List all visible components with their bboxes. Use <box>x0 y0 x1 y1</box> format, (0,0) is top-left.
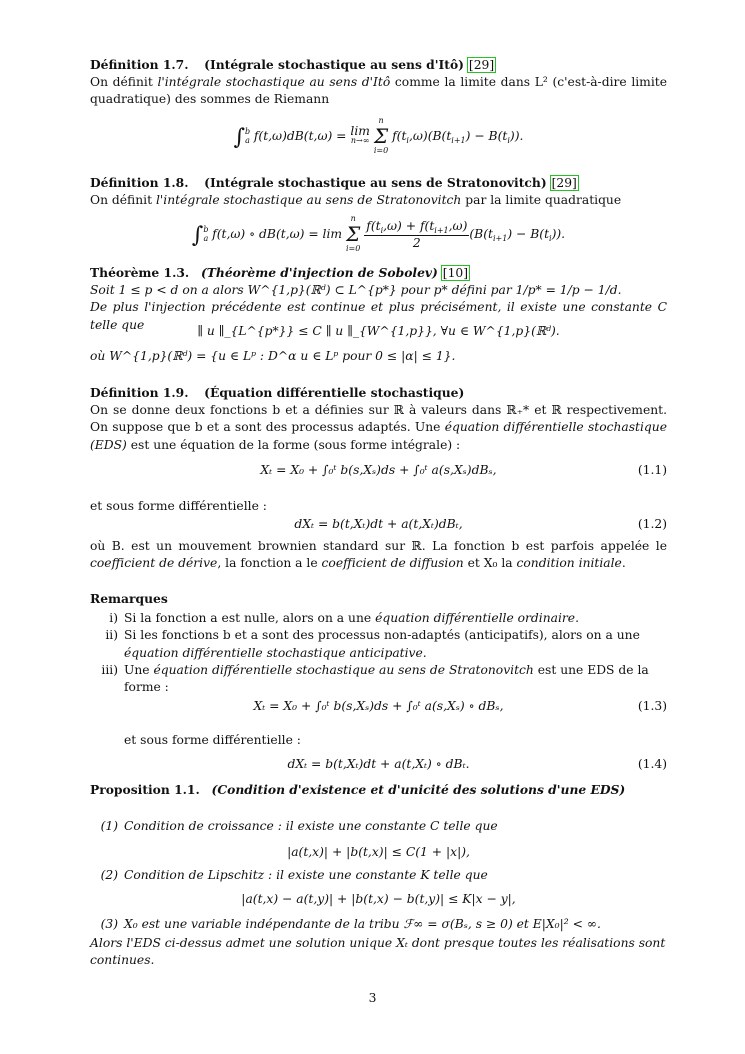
proposition-1-1 <box>90 781 667 799</box>
equation-1-1: Xₜ = X₀ + ∫₀ᵗ b(s,Xₛ)ds + ∫₀ᵗ a(s,Xₛ)dBₛ, (1.1) <box>90 462 667 479</box>
prop11-condition-1: (1) Condition de croissance : il existe une constante C telle que <box>100 819 498 833</box>
def19-heading <box>90 384 667 402</box>
def17-heading <box>90 56 667 74</box>
prop11-heading <box>90 781 667 799</box>
prop11-condition-2-equation: |a(t,x) − a(t,y)| + |b(t,x) − b(t,y)| ≤ K|x − y|, <box>241 892 516 906</box>
thm13-label: Théorème 1.3. <box>90 265 190 280</box>
equation-1-1-number: (1.1) <box>637 463 667 477</box>
prop11-condition-1-equation: |a(t,x)| + |b(t,x)| ≤ C(1 + |x|), <box>287 845 470 859</box>
list-item: iii) Une équation différentielle stochastique au sens de Stratonovitch est une EDS de la forme : <box>101 662 649 695</box>
prop11-condition-2: (2) Condition de Lipschitz : il existe une constante K telle que <box>100 868 488 882</box>
equation-1-2: dXₜ = b(t,Xₜ)dt + a(t,Xₜ)dBₜ, (1.2) <box>90 516 667 533</box>
def19-label: Définition 1.9. <box>90 385 189 400</box>
equation-1-4-number: (1.4) <box>637 757 667 771</box>
prop11-condition-3: (3) X₀ est une variable indépendante de la tribu ℱ∞ = σ(Bₛ, s ≥ 0) et E|X₀|² < ∞. <box>100 917 601 931</box>
definition-1-8 <box>90 174 667 209</box>
def19-para3: où B. est un mouvement brownien standard sur ℝ. La fonction b est parfois appelée le coefficient de dérive, la fonction a le coefficient de diffusion et X₀ la condition initiale. <box>90 539 667 571</box>
thm13-title: (Théorème d'injection de Sobolev) <box>200 265 438 280</box>
equation-1-4: dXₜ = b(t,Xₜ)dt + a(t,Xₜ) ∘ dBₜ. (1.4) <box>90 756 667 773</box>
remarques-after: et sous forme différentielle : <box>124 733 301 747</box>
def19-title: (Équation différentielle stochastique) <box>204 385 465 400</box>
thm13-heading <box>90 264 667 282</box>
def18-title: (Intégrale stochastique au sens de Stratonovitch) <box>204 175 547 190</box>
list-item: ii) Si les fonctions b et a sont des processus non-adaptés (anticipatifs), alors on a une équation différentielle stochastique anticipative. <box>105 628 640 660</box>
def19-para1: On se donne deux fonctions b et a définies sur ℝ à valeurs dans ℝ₊* et ℝ respectivement. On suppose que b et a sont des processus adaptés. Une équation différentielle stochastique (EDS) est une équation de la forme (sous forme intégrale) : <box>90 403 667 452</box>
thm13-equation: ∥ u ∥_{L^{p*}} ≤ C ∥ u ∥_{W^{1,p}}, ∀u ∈ W^{1,p}(ℝᵈ). <box>197 324 560 338</box>
thm13-citation[interactable]: [10] <box>442 266 469 280</box>
remarques-heading: Remarques <box>90 591 168 606</box>
def18-label: Définition 1.8. <box>90 175 189 190</box>
definition-1-7 <box>90 56 667 109</box>
prop11-label: Proposition 1.1. <box>90 782 200 797</box>
equation-1-3-number: (1.3) <box>637 699 667 713</box>
equation-1-3: Xₜ = X₀ + ∫₀ᵗ b(s,Xₛ)ds + ∫₀ᵗ a(s,Xₛ) ∘ dBₛ, (1.3) <box>90 698 667 715</box>
prop11-title: (Condition d'existence et d'unicité des solutions d'une EDS) <box>211 782 626 797</box>
page-number: 3 <box>368 991 377 1005</box>
def19-para2: et sous forme différentielle : <box>90 499 267 513</box>
def18-text: On définit l'intégrale stochastique au sens de Stratonovitch par la limite quadratique <box>90 193 622 208</box>
thm13-line1: Soit 1 ≤ p < d on a alors W^{1,p}(ℝᵈ) ⊂ L^{p*} pour p* défini par 1/p* = 1/p − 1/d. <box>90 283 622 298</box>
thm13-line3: où W^{1,p}(ℝᵈ) = {u ∈ Lᵖ : D^α u ∈ Lᵖ pour 0 ≤ |α| ≤ 1}. <box>90 349 456 363</box>
def18-citation[interactable]: [29] <box>551 176 577 190</box>
def18-heading <box>90 174 667 192</box>
remarques <box>90 590 667 696</box>
thm13-line2: De plus l'injection précédente est continue et plus précisément, il existe une constante C telle que <box>90 300 667 332</box>
def17-text: On définit l'intégrale stochastique au sens d'Itô comme la limite dans L² (c'est-à-dire limite quadratique) des sommes de Riemann <box>90 75 667 107</box>
prop11-conclusion: Alors l'EDS ci-dessus admet une solution unique Xₜ dont presque toutes les réalisations sont continues. <box>90 936 666 968</box>
equation-1-2-number: (1.2) <box>637 517 667 531</box>
def17-label: Définition 1.7. <box>90 57 189 72</box>
def17-title: (Intégrale stochastique au sens d'Itô) <box>204 57 464 72</box>
definition-1-9 <box>90 384 667 454</box>
remarques-list <box>90 610 667 696</box>
def17-equation: ∫$^b_a$ f(t,ω)dB(t,ω) = lim n→∞ n Σ i=0 $f(t_i,\omega)(B(t_{i+1}) - B(t_i))$. <box>233 116 524 155</box>
def17-citation[interactable]: [29] <box>468 58 495 72</box>
list-item: i) Si la fonction a est nulle, alors on a une équation différentielle ordinaire. <box>109 611 579 626</box>
def18-equation: ∫$^b_a$ f(t,ω) ∘ dB(t,ω) = lim n Σ i=0 $\frac{f(t_i,\omega) + f(t_{i+1},\omega)}{2}$ $(B(t_{i+1}) - B(t_i))$. <box>191 214 566 253</box>
